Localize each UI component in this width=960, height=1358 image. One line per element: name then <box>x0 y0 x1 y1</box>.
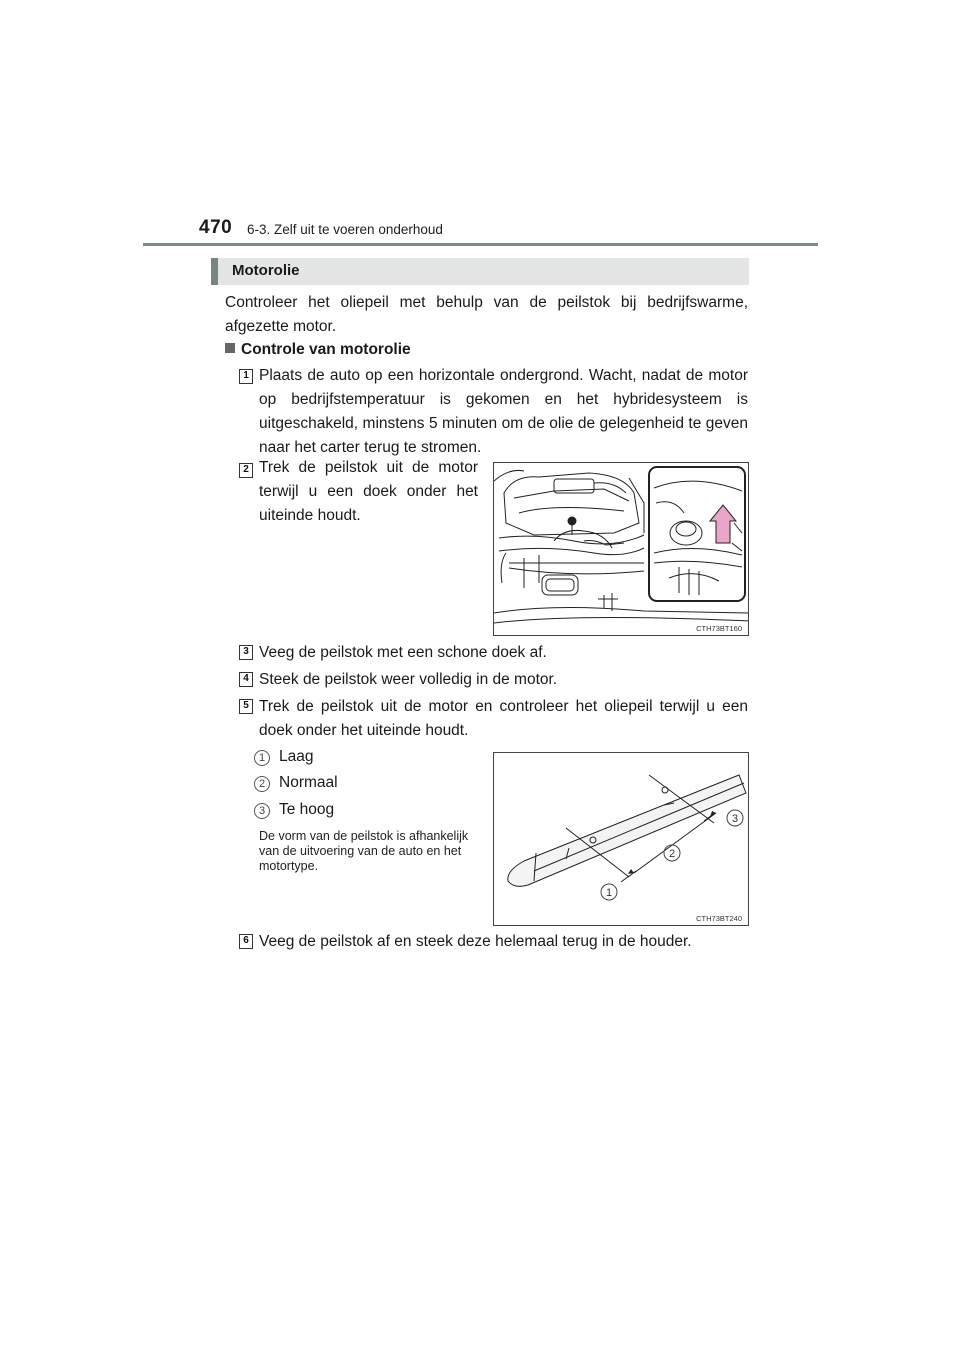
legend-number-2: 2 <box>254 776 270 792</box>
engine-bay-drawing <box>494 463 749 636</box>
step-badge-4: 4 <box>239 672 253 687</box>
section-heading-bar <box>211 258 749 285</box>
subheading-text: Controle van motorolie <box>241 341 411 358</box>
dipstick-drawing <box>494 753 749 926</box>
legend-label-high: Te hoog <box>279 801 335 818</box>
step-6-text: Veeg de peilstok af en steek deze helemaal terug in de houder. <box>259 933 692 950</box>
step-4-text: Steek de peilstok weer volledig in de motor. <box>259 671 558 688</box>
square-bullet-icon <box>225 343 235 353</box>
legend-number-3: 3 <box>254 803 270 819</box>
section-title: Motorolie <box>232 262 300 279</box>
step-3-text: Veeg de peilstok met een schone doek af. <box>259 644 547 661</box>
callout-2: 2 <box>668 848 676 860</box>
callout-3: 3 <box>731 813 739 825</box>
chapter-title: 6-3. Zelf uit te voeren onderhoud <box>247 222 443 237</box>
step-badge-1: 1 <box>239 369 253 384</box>
dipstick-figure <box>493 752 749 926</box>
step-badge-2: 2 <box>239 463 253 478</box>
step-2-text: Trek de peilstok uit de motor terwijl u een doek onder het uiteinde houdt. <box>259 459 478 524</box>
figure-code: CTH73BT160 <box>696 624 742 633</box>
intro-paragraph: Controleer het oliepeil met behulp van de peilstok bij bedrijfswarme, afgezette motor. <box>225 294 748 335</box>
header-divider <box>143 243 818 246</box>
legend-label-normal: Normaal <box>279 774 338 791</box>
step-5-text: Trek de peilstok uit de motor en controleer het oliepeil terwijl u een doek onder het uiteinde houdt. <box>259 698 748 739</box>
subheading <box>225 338 411 362</box>
step-badge-5: 5 <box>239 699 253 714</box>
engine-bay-figure <box>493 462 749 636</box>
page-number: 470 <box>199 217 233 238</box>
figure-code: CTH73BT240 <box>696 914 742 923</box>
step-1-text: Plaats de auto op een horizontale ondergrond. Wacht, nadat de motor op bedrijfstemperatuur is gekomen en het hybridesysteem is uitgeschakeld, minstens 5 minuten om de olie de gelegenheid te geven naar het carter terug te stromen. <box>259 367 748 456</box>
legend-label-low: Laag <box>279 748 314 765</box>
callout-1: 1 <box>605 887 613 899</box>
step-badge-6: 6 <box>239 934 253 949</box>
shape-note: De vorm van de peilstok is afhankelijk van de uitvoering van de auto en het motortype. <box>259 829 469 873</box>
legend-number-1: 1 <box>254 750 270 766</box>
step-badge-3: 3 <box>239 645 253 660</box>
